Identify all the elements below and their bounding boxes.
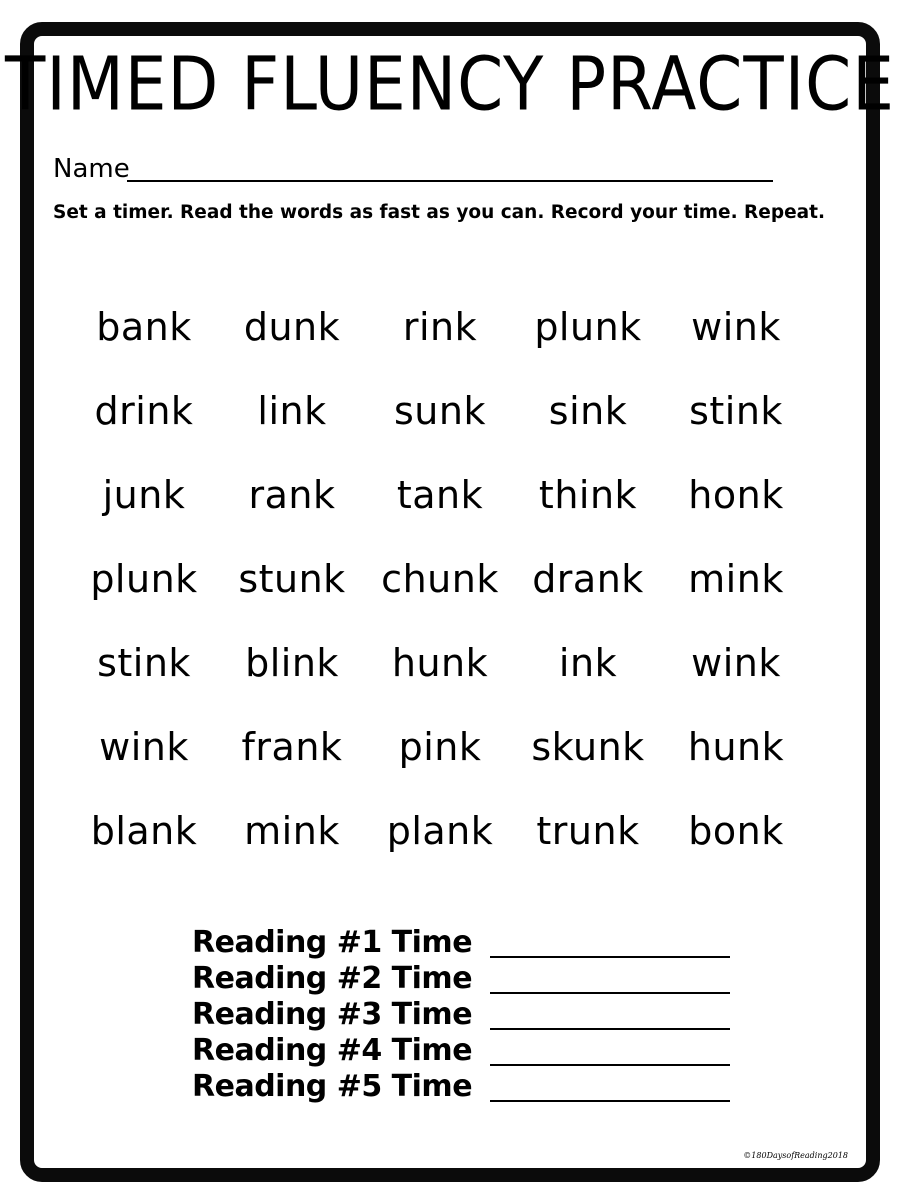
time-blank-line[interactable] [490, 1100, 730, 1102]
name-label: Name [53, 154, 130, 184]
word: tank [396, 473, 484, 517]
instructions: Set a timer. Read the words as fast as you can. Record your time. Repeat. [53, 202, 825, 223]
word: sink [548, 389, 628, 433]
reading-row [192, 925, 752, 961]
word: rank [248, 473, 336, 517]
word: pink [398, 725, 482, 769]
reading-label: Reading #3 Time [192, 997, 473, 1032]
word: ink [558, 641, 618, 685]
time-blank-line[interactable] [490, 1064, 730, 1066]
word: stink [689, 389, 783, 433]
reading-label: Reading #5 Time [192, 1069, 473, 1104]
word: think [538, 473, 638, 517]
word: stunk [238, 557, 346, 601]
word: mink [244, 809, 340, 853]
word: hunk [391, 641, 489, 685]
reading-row [192, 961, 752, 997]
time-blank-line[interactable] [490, 956, 730, 958]
reading-label: Reading #1 Time [192, 925, 473, 960]
word: plunk [90, 557, 198, 601]
reading-label: Reading #2 Time [192, 961, 473, 996]
word: plunk [534, 305, 642, 349]
word: rink [402, 305, 478, 349]
word-row [70, 453, 810, 537]
reading-row [192, 997, 752, 1033]
word: sunk [394, 389, 486, 433]
word: chunk [381, 557, 499, 601]
name-blank-line [127, 180, 773, 182]
word: stink [97, 641, 191, 685]
word: wink [99, 725, 189, 769]
copyright-notice: ©180DaysofReading2018 [743, 1151, 848, 1160]
word: mink [688, 557, 784, 601]
word-row [70, 621, 810, 705]
word: drank [532, 557, 644, 601]
word: dunk [243, 305, 341, 349]
page-title: TIMED FLUENCY PRACTICE [5, 41, 895, 128]
word: wink [691, 305, 781, 349]
word-grid [70, 285, 810, 873]
word: blank [90, 809, 198, 853]
reading-label: Reading #4 Time [192, 1033, 473, 1068]
word: bank [96, 305, 192, 349]
word: link [257, 389, 327, 433]
time-blank-line[interactable] [490, 1028, 730, 1030]
word: plank [386, 809, 494, 853]
time-blank-line[interactable] [490, 992, 730, 994]
word-row [70, 705, 810, 789]
word: skunk [531, 725, 645, 769]
word: trunk [536, 809, 640, 853]
reading-times [192, 925, 752, 1105]
word-row [70, 789, 810, 873]
reading-row [192, 1069, 752, 1105]
word: wink [691, 641, 781, 685]
name-field[interactable] [53, 150, 773, 184]
word-row [70, 369, 810, 453]
word: drink [94, 389, 194, 433]
word: frank [241, 725, 343, 769]
word: honk [688, 473, 784, 517]
word-row [70, 285, 810, 369]
word: hunk [687, 725, 785, 769]
word-row [70, 537, 810, 621]
word: bonk [688, 809, 784, 853]
word: junk [102, 473, 186, 517]
reading-row [192, 1033, 752, 1069]
word: blink [245, 641, 339, 685]
